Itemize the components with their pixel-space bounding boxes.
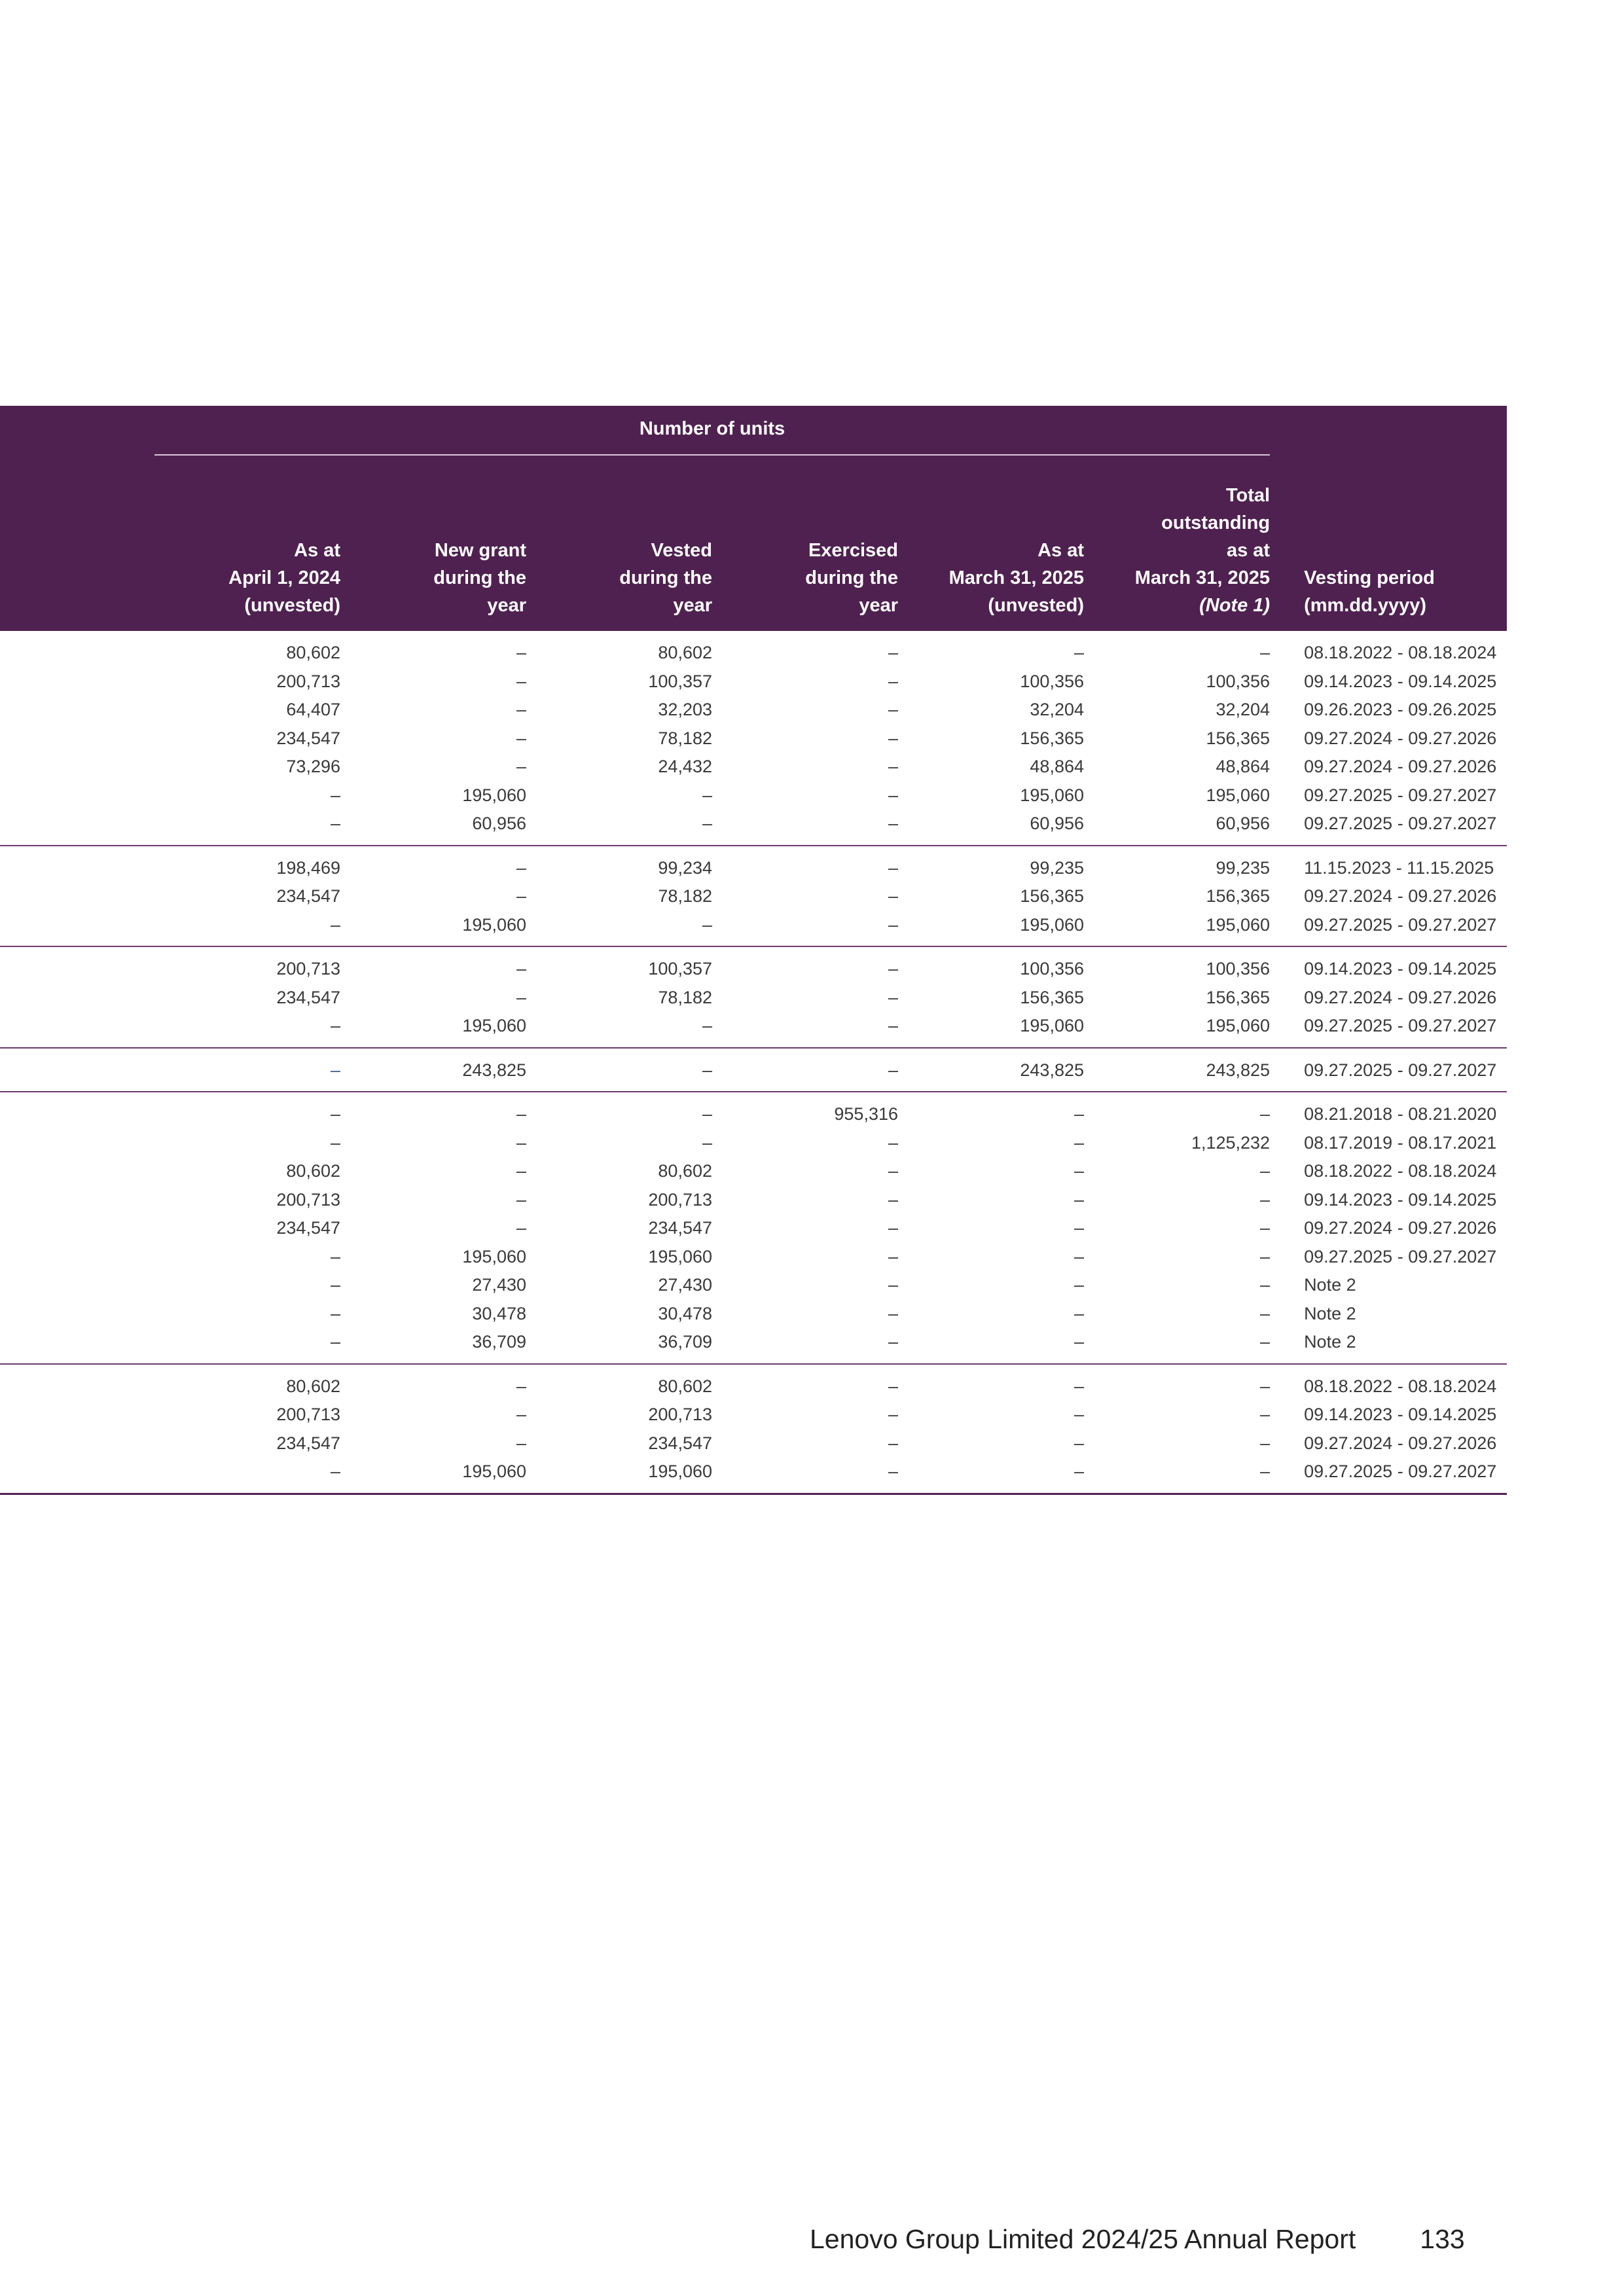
table-row <box>0 1243 1507 1272</box>
row-label-cell <box>0 1429 154 1458</box>
cell-as-at-april: 234,547 <box>276 1433 340 1453</box>
col-vested-line1: Vested <box>651 540 712 561</box>
cell-total-outstanding: – <box>1260 1104 1271 1124</box>
cell-vested: 99,234 <box>658 857 712 878</box>
cell-exercised: – <box>888 643 898 662</box>
cell-vested: 27,430 <box>658 1275 712 1295</box>
cell-vesting-period: 09.27.2024 - 09.27.2026 <box>1304 728 1497 748</box>
cell-total-outstanding: 99,235 <box>1216 857 1271 878</box>
row-label-cell <box>0 1243 154 1272</box>
cell-vested: – <box>702 1132 712 1153</box>
cell-new-grant: – <box>516 728 526 748</box>
cell-total-outstanding: – <box>1084 1328 1270 1364</box>
cell-as-at-march: 32,204 <box>1030 700 1084 719</box>
col-total-note: (Note 1) <box>1199 595 1271 616</box>
cell-vesting-period: 09.14.2023 - 09.14.2025 <box>1304 959 1497 978</box>
cell-new-grant: 60,956 <box>340 810 526 846</box>
cell-vesting-period: 09.27.2025 - 09.27.2027 <box>1270 1458 1507 1494</box>
table-row <box>0 1214 1507 1243</box>
table-row <box>0 1092 1507 1129</box>
cell-as-at-march: 195,060 <box>898 1012 1084 1048</box>
cell-total-outstanding: – <box>1260 1218 1271 1238</box>
cell-as-at-april: – <box>154 1048 340 1092</box>
cell-vesting-period: 09.27.2025 - 09.27.2027 <box>1270 1048 1507 1092</box>
row-label-cell <box>0 1129 154 1158</box>
cell-vesting-period: 09.26.2023 - 09.26.2025 <box>1304 700 1497 719</box>
cell-new-grant: – <box>516 1218 526 1238</box>
cell-vesting-period: 09.27.2025 - 09.27.2027 <box>1304 785 1497 805</box>
report-title: Lenovo Group Limited 2024/25 Annual Report <box>810 2224 1356 2254</box>
table-row <box>0 1186 1507 1215</box>
units-title: Number of units <box>154 415 1270 456</box>
col-vested-line2: during the <box>619 567 712 588</box>
cell-total-outstanding: 100,356 <box>1206 959 1271 978</box>
cell-new-grant: – <box>516 671 526 691</box>
cell-vested: 78,182 <box>658 987 712 1007</box>
cell-total-outstanding: – <box>1260 643 1271 662</box>
cell-exercised: – <box>712 1048 898 1092</box>
cell-total-outstanding: 195,060 <box>1084 1012 1270 1048</box>
cell-as-at-march: – <box>898 1328 1084 1364</box>
cell-as-at-march: 156,365 <box>1020 987 1084 1007</box>
cell-as-at-april: – <box>330 785 340 805</box>
header-title-row <box>0 406 1507 461</box>
cell-as-at-march: 243,825 <box>898 1048 1084 1092</box>
col-new-grant <box>340 461 526 631</box>
col-as-at-march-line1: As at <box>1038 540 1084 561</box>
table-body <box>0 631 1507 1494</box>
cell-as-at-april: 73,296 <box>286 757 340 776</box>
col-total-line4: March 31, 2025 <box>1134 567 1271 588</box>
table-row <box>0 1401 1507 1429</box>
col-exercised-line1: Exercised <box>808 540 898 561</box>
row-label-cell <box>0 984 154 1013</box>
row-label-cell <box>0 911 154 947</box>
cell-as-at-march: – <box>1074 1246 1084 1266</box>
cell-exercised: – <box>712 1458 898 1494</box>
col-exercised <box>712 461 898 631</box>
row-label-cell <box>0 781 154 810</box>
row-label-cell <box>0 1401 154 1429</box>
cell-vested: – <box>702 1104 712 1124</box>
row-label-cell <box>0 725 154 753</box>
header-vest-spacer <box>1270 406 1507 461</box>
cell-total-outstanding: 32,204 <box>1216 700 1271 719</box>
cell-as-at-april: 80,602 <box>286 1376 340 1396</box>
cell-vested: 195,060 <box>648 1246 712 1266</box>
col-total-line1: Total <box>1225 485 1271 506</box>
cell-new-grant: 195,060 <box>340 911 526 947</box>
col-vesting-line1: Vesting period <box>1304 567 1435 588</box>
cell-new-grant: – <box>516 700 526 719</box>
cell-vested: 80,602 <box>658 643 712 662</box>
cell-new-grant: 36,709 <box>340 1328 526 1364</box>
cell-vested: – <box>702 785 712 805</box>
cell-new-grant: – <box>516 886 526 906</box>
cell-as-at-april: – <box>154 1012 340 1048</box>
cell-as-at-april: – <box>154 810 340 846</box>
cell-as-at-march: 100,356 <box>1020 959 1084 978</box>
cell-vesting-period: 08.18.2022 - 08.18.2024 <box>1304 1376 1497 1396</box>
row-label-cell <box>0 882 154 911</box>
cell-exercised: – <box>888 1275 898 1295</box>
header-label-column <box>0 461 154 631</box>
row-label-cell <box>0 1328 154 1364</box>
cell-total-outstanding: 156,365 <box>1206 886 1271 906</box>
col-as-at-april-line2: April 1, 2024 <box>228 567 340 588</box>
cell-new-grant: 30,478 <box>472 1303 526 1323</box>
cell-as-at-march: 100,356 <box>1020 671 1084 691</box>
cell-vested: – <box>526 1048 712 1092</box>
row-label-cell <box>0 1186 154 1215</box>
cell-total-outstanding: 1,125,232 <box>1191 1132 1271 1153</box>
cell-exercised: – <box>888 671 898 691</box>
cell-exercised: 955,316 <box>834 1104 898 1124</box>
cell-new-grant: 195,060 <box>340 1012 526 1048</box>
row-label-cell <box>0 668 154 696</box>
table-header <box>0 406 1507 631</box>
cell-vested: 78,182 <box>658 728 712 748</box>
header-columns-row <box>0 461 1507 631</box>
cell-as-at-april: – <box>154 1328 340 1364</box>
row-label-cell <box>0 1157 154 1186</box>
cell-total-outstanding: 48,864 <box>1216 757 1271 776</box>
cell-vesting-period: 08.18.2022 - 08.18.2024 <box>1304 643 1497 662</box>
cell-as-at-april: 200,713 <box>276 671 340 691</box>
col-vesting-line2: (mm.dd.yyyy) <box>1304 595 1427 616</box>
row-label-cell <box>0 1012 154 1048</box>
cell-new-grant: 195,060 <box>340 1458 526 1494</box>
cell-as-at-march: 156,365 <box>1020 886 1084 906</box>
table-row <box>0 668 1507 696</box>
cell-vesting-period: 09.14.2023 - 09.14.2025 <box>1304 1189 1497 1210</box>
table-row <box>0 1129 1507 1158</box>
cell-vesting-period: 09.27.2024 - 09.27.2026 <box>1304 987 1497 1007</box>
cell-vested: 36,709 <box>526 1328 712 1364</box>
cell-new-grant: 195,060 <box>462 785 526 805</box>
cell-new-grant: – <box>516 1376 526 1396</box>
cell-vesting-period: 08.17.2019 - 08.17.2021 <box>1304 1132 1497 1153</box>
row-label-cell <box>0 631 154 668</box>
cell-exercised: – <box>888 1218 898 1238</box>
cell-vested: 32,203 <box>658 700 712 719</box>
cell-total-outstanding: 195,060 <box>1084 911 1270 947</box>
units-table <box>0 406 1507 1495</box>
cell-as-at-april: – <box>330 1132 340 1153</box>
table-row <box>0 1300 1507 1329</box>
cell-as-at-april: – <box>154 1458 340 1494</box>
cell-exercised: – <box>712 1328 898 1364</box>
cell-exercised: – <box>888 857 898 878</box>
table-row <box>0 753 1507 781</box>
row-label-cell <box>0 1048 154 1092</box>
row-label-cell <box>0 810 154 846</box>
cell-vested: 200,713 <box>648 1189 712 1210</box>
row-label-cell <box>0 753 154 781</box>
cell-exercised: – <box>888 1246 898 1266</box>
cell-vesting-period: 09.14.2023 - 09.14.2025 <box>1304 1405 1497 1424</box>
cell-vested: 100,357 <box>648 671 712 691</box>
col-exercised-line3: year <box>859 595 898 616</box>
cell-vesting-period: Note 2 <box>1270 1328 1507 1364</box>
cell-as-at-march: 60,956 <box>898 810 1084 846</box>
cell-vesting-period: 08.18.2022 - 08.18.2024 <box>1304 1161 1497 1181</box>
table-row <box>0 1328 1507 1364</box>
cell-as-at-march: – <box>1074 643 1084 662</box>
cell-vesting-period: 11.15.2023 - 11.15.2025 <box>1304 857 1494 878</box>
cell-exercised: – <box>888 1303 898 1323</box>
cell-total-outstanding: 100,356 <box>1206 671 1271 691</box>
cell-vested: – <box>526 1012 712 1048</box>
cell-as-at-april: – <box>330 1104 340 1124</box>
cell-vesting-period: 09.27.2025 - 09.27.2027 <box>1270 911 1507 947</box>
cell-new-grant: – <box>516 1433 526 1453</box>
table-row <box>0 781 1507 810</box>
cell-vested: 234,547 <box>648 1433 712 1453</box>
table-row <box>0 1458 1507 1494</box>
cell-vesting-period: 09.27.2024 - 09.27.2026 <box>1304 886 1497 906</box>
cell-as-at-march: 99,235 <box>1030 857 1084 878</box>
cell-exercised: – <box>888 757 898 776</box>
cell-as-at-april: 234,547 <box>276 1218 340 1238</box>
cell-new-grant: – <box>516 757 526 776</box>
cell-total-outstanding: – <box>1260 1405 1271 1424</box>
cell-as-at-march: 48,864 <box>1030 757 1084 776</box>
row-label-cell <box>0 1271 154 1300</box>
cell-new-grant: – <box>516 643 526 662</box>
cell-total-outstanding: 156,365 <box>1206 728 1271 748</box>
cell-as-at-april: – <box>330 1303 340 1323</box>
cell-as-at-march: – <box>1074 1218 1084 1238</box>
table-row <box>0 846 1507 883</box>
cell-exercised: – <box>888 700 898 719</box>
row-label-cell <box>0 1300 154 1329</box>
table-row <box>0 1429 1507 1458</box>
cell-exercised: – <box>888 785 898 805</box>
cell-as-at-april: 80,602 <box>286 1161 340 1181</box>
cell-new-grant: – <box>516 1104 526 1124</box>
cell-as-at-april: 198,469 <box>276 857 340 878</box>
cell-total-outstanding: – <box>1260 1275 1271 1295</box>
col-vesting-period <box>1270 461 1507 631</box>
cell-new-grant: – <box>516 959 526 978</box>
cell-total-outstanding: – <box>1084 1458 1270 1494</box>
cell-exercised: – <box>888 1189 898 1210</box>
cell-vested: 234,547 <box>648 1218 712 1238</box>
table-row <box>0 725 1507 753</box>
cell-vesting-period: 09.14.2023 - 09.14.2025 <box>1304 671 1497 691</box>
col-as-at-march-line2: March 31, 2025 <box>948 567 1084 588</box>
row-label-cell <box>0 1214 154 1243</box>
cell-total-outstanding: – <box>1260 1246 1271 1266</box>
table-row <box>0 1364 1507 1401</box>
col-new-grant-line1: New grant <box>434 540 526 561</box>
cell-new-grant: – <box>516 1189 526 1210</box>
col-total-line2: outstanding <box>1161 512 1271 533</box>
cell-as-at-march: – <box>1074 1161 1084 1181</box>
cell-vested: 80,602 <box>658 1161 712 1181</box>
cell-as-at-april: 234,547 <box>276 728 340 748</box>
cell-new-grant: – <box>516 1161 526 1181</box>
cell-vesting-period: 09.27.2024 - 09.27.2026 <box>1304 1433 1497 1453</box>
cell-total-outstanding: – <box>1260 1161 1271 1181</box>
cell-as-at-april: 80,602 <box>286 643 340 662</box>
cell-exercised: – <box>712 1012 898 1048</box>
cell-total-outstanding: – <box>1260 1376 1271 1396</box>
cell-total-outstanding: 60,956 <box>1084 810 1270 846</box>
units-title-cell <box>154 406 1270 461</box>
table-row <box>0 911 1507 947</box>
cell-new-grant: – <box>516 1405 526 1424</box>
cell-total-outstanding: 156,365 <box>1206 987 1271 1007</box>
col-new-grant-line3: year <box>487 595 526 616</box>
cell-exercised: – <box>888 1376 898 1396</box>
col-total-line3: as at <box>1226 540 1271 561</box>
cell-as-at-march: – <box>1074 1405 1084 1424</box>
cell-exercised: – <box>888 959 898 978</box>
cell-as-at-march: – <box>1074 1303 1084 1323</box>
row-label-cell <box>0 946 154 984</box>
cell-as-at-march: 195,060 <box>898 911 1084 947</box>
unit-movement-table <box>0 406 1507 1495</box>
col-new-grant-line2: during the <box>433 567 526 588</box>
table-row <box>0 1157 1507 1186</box>
cell-vesting-period: 09.27.2025 - 09.27.2027 <box>1270 810 1507 846</box>
cell-vesting-period: 08.21.2018 - 08.21.2020 <box>1304 1104 1497 1124</box>
cell-vested: – <box>526 911 712 947</box>
row-label-cell <box>0 1092 154 1129</box>
cell-exercised: – <box>712 810 898 846</box>
cell-as-at-march: 195,060 <box>1020 785 1084 805</box>
table-row <box>0 882 1507 911</box>
cell-as-at-march: – <box>1074 1132 1084 1153</box>
cell-as-at-april: 200,713 <box>276 1189 340 1210</box>
cell-as-at-march: – <box>1074 1376 1084 1396</box>
cell-new-grant: 195,060 <box>462 1246 526 1266</box>
page-footer <box>810 2224 1465 2255</box>
cell-as-at-march: – <box>898 1458 1084 1494</box>
cell-new-grant: 27,430 <box>472 1275 526 1295</box>
cell-as-at-march: – <box>1074 1189 1084 1210</box>
cell-exercised: – <box>888 1405 898 1424</box>
cell-vested: 195,060 <box>526 1458 712 1494</box>
cell-as-at-march: 156,365 <box>1020 728 1084 748</box>
cell-vesting-period: Note 2 <box>1304 1275 1356 1295</box>
row-label-cell <box>0 1364 154 1401</box>
table-row <box>0 810 1507 846</box>
cell-vesting-period: 09.27.2024 - 09.27.2026 <box>1304 757 1497 776</box>
col-as-at-april-line1: As at <box>294 540 340 561</box>
col-as-at-april <box>154 461 340 631</box>
col-vested-line3: year <box>673 595 712 616</box>
cell-total-outstanding: – <box>1260 1189 1271 1210</box>
col-total-outstanding <box>1084 461 1270 631</box>
cell-new-grant: – <box>516 857 526 878</box>
col-as-at-april-line3: (unvested) <box>244 595 340 616</box>
row-label-cell <box>0 846 154 883</box>
table-row <box>0 631 1507 668</box>
page-number: 133 <box>1420 2224 1465 2254</box>
cell-new-grant: – <box>516 1132 526 1153</box>
cell-vested: 200,713 <box>648 1405 712 1424</box>
cell-vested: 30,478 <box>658 1303 712 1323</box>
cell-as-at-march: – <box>1074 1104 1084 1124</box>
cell-as-at-april: 200,713 <box>276 1405 340 1424</box>
col-as-at-march-line3: (unvested) <box>988 595 1084 616</box>
table-row <box>0 946 1507 984</box>
table-row <box>0 1048 1507 1092</box>
cell-vesting-period: 09.27.2025 - 09.27.2027 <box>1270 1012 1507 1048</box>
cell-vesting-period: 09.27.2024 - 09.27.2026 <box>1304 1218 1497 1238</box>
cell-as-at-march: – <box>1074 1275 1084 1295</box>
col-exercised-line2: during the <box>805 567 898 588</box>
table-row <box>0 1012 1507 1048</box>
cell-exercised: – <box>888 1161 898 1181</box>
cell-exercised: – <box>712 911 898 947</box>
col-vested <box>526 461 712 631</box>
cell-exercised: – <box>888 1132 898 1153</box>
table-row <box>0 696 1507 725</box>
cell-exercised: – <box>888 987 898 1007</box>
cell-as-at-march: – <box>1074 1433 1084 1453</box>
cell-vested: 80,602 <box>658 1376 712 1396</box>
table-row <box>0 984 1507 1013</box>
cell-vesting-period: 09.27.2025 - 09.27.2027 <box>1304 1246 1497 1266</box>
cell-vested: 100,357 <box>648 959 712 978</box>
cell-as-at-april: 64,407 <box>286 700 340 719</box>
cell-as-at-april: 234,547 <box>276 886 340 906</box>
cell-as-at-april: – <box>330 1246 340 1266</box>
cell-total-outstanding: – <box>1260 1433 1271 1453</box>
cell-vested: – <box>526 810 712 846</box>
cell-exercised: – <box>888 1433 898 1453</box>
cell-new-grant: – <box>516 987 526 1007</box>
cell-total-outstanding: 195,060 <box>1206 785 1271 805</box>
row-label-cell <box>0 696 154 725</box>
cell-vested: 24,432 <box>658 757 712 776</box>
cell-as-at-april: 234,547 <box>276 987 340 1007</box>
cell-as-at-april: – <box>154 911 340 947</box>
col-as-at-march <box>898 461 1084 631</box>
cell-vesting-period: Note 2 <box>1304 1303 1356 1323</box>
cell-vested: 78,182 <box>658 886 712 906</box>
cell-total-outstanding: 243,825 <box>1084 1048 1270 1092</box>
table-row <box>0 1271 1507 1300</box>
cell-total-outstanding: – <box>1260 1303 1271 1323</box>
cell-new-grant: 243,825 <box>340 1048 526 1092</box>
row-label-cell <box>0 1458 154 1494</box>
cell-exercised: – <box>888 886 898 906</box>
cell-as-at-april: 200,713 <box>276 959 340 978</box>
cell-as-at-april: – <box>330 1275 340 1295</box>
header-label-spacer <box>0 406 154 461</box>
cell-exercised: – <box>888 728 898 748</box>
